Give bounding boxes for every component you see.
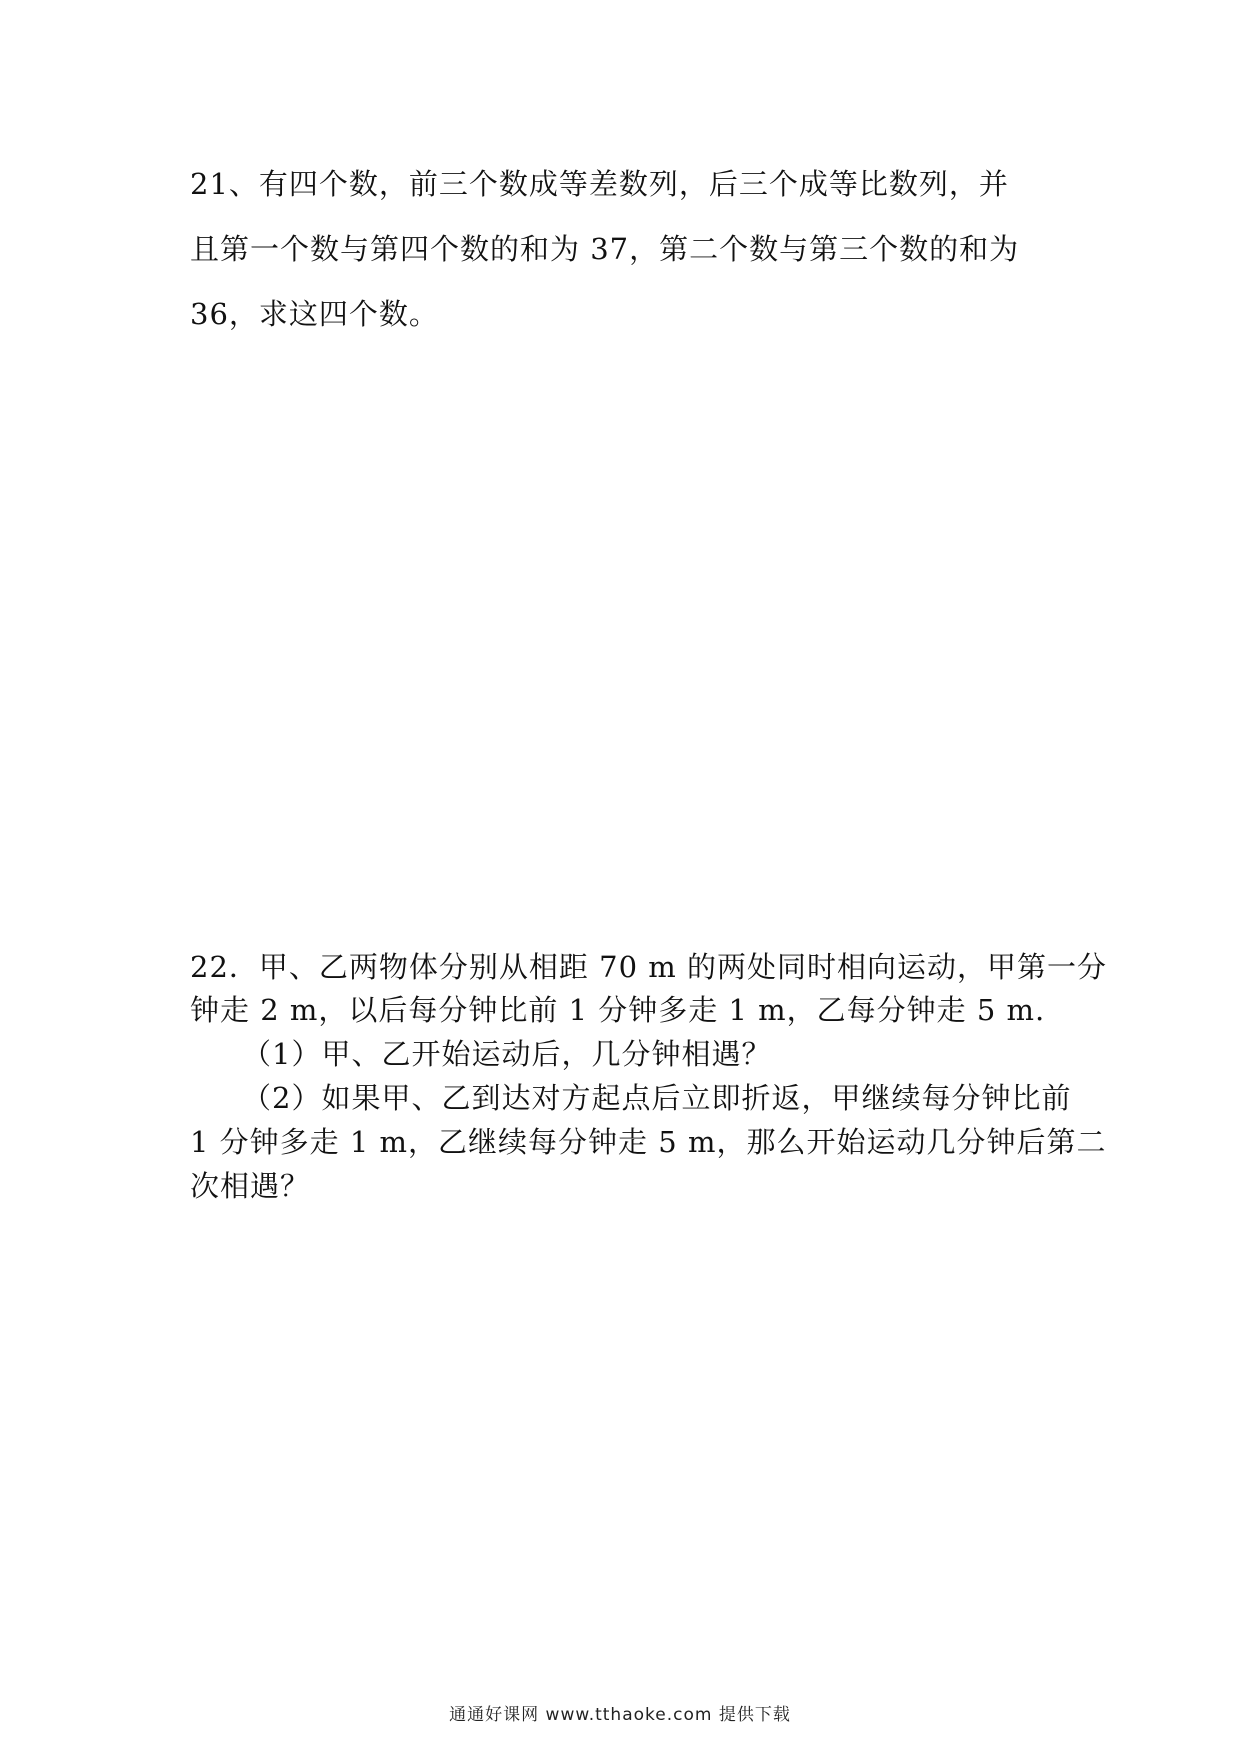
question-22-line-1: 22．甲、乙两物体分别从相距 70 m 的两处同时相向运动，甲第一分 <box>190 950 1107 984</box>
question-22-line-2: 钟走 2 m，以后每分钟比前 1 分钟多走 1 m，乙每分钟走 5 m. <box>190 993 1046 1027</box>
question-21-line-2: 且第一个数与第四个数的和为 37，第二个数与第三个数的和为 <box>190 232 1020 266</box>
page-footer: 通通好课网 www.tthaoke.com 提供下载 <box>449 1705 791 1725</box>
question-21-line-1: 21、有四个数，前三个数成等差数列，后三个成等比数列，并 <box>190 167 1009 201</box>
question-22-part-2-line-1: （2）如果甲、乙到达对方起点后立即折返，甲继续每分钟比前 <box>242 1081 1072 1115</box>
question-21-line-3: 36，求这四个数。 <box>190 297 439 331</box>
question-22-part-1: （1）甲、乙开始运动后，几分钟相遇？ <box>242 1037 772 1071</box>
question-22-part-2-line-3: 次相遇？ <box>190 1169 311 1203</box>
question-22-part-2-line-2: 1 分钟多走 1 m，乙继续每分钟走 5 m，那么开始运动几分钟后第二 <box>190 1125 1107 1159</box>
